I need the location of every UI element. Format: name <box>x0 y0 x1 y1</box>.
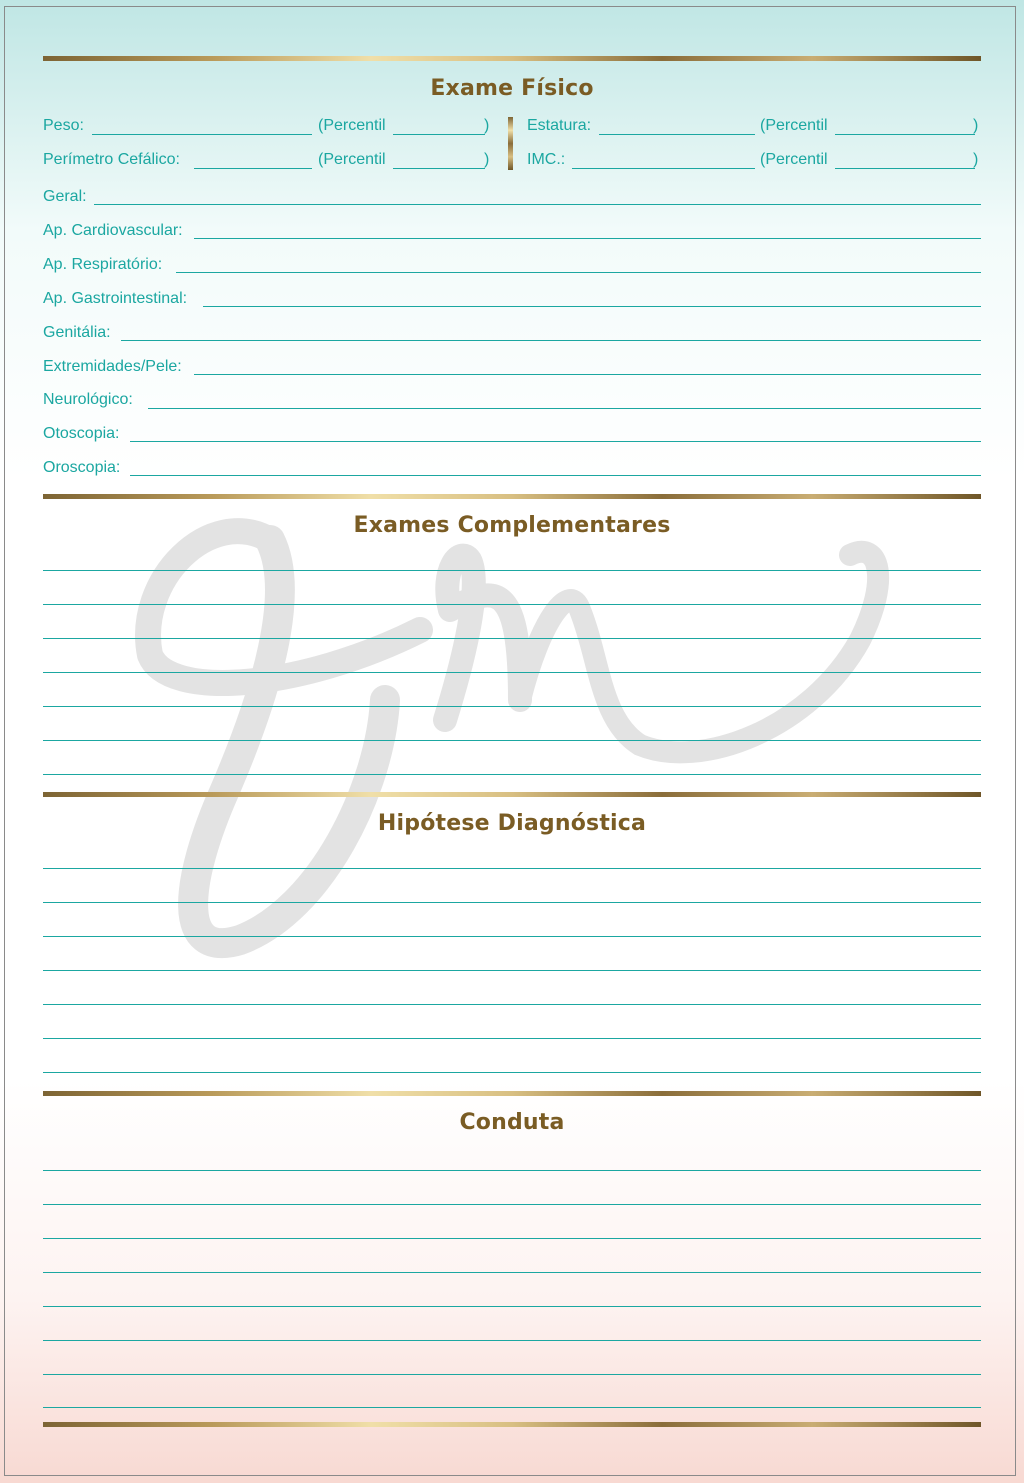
estatura-percentil-label: (Percentil <box>760 117 828 134</box>
gold-divider <box>43 494 981 499</box>
field-label-otoscopia: Otoscopia: <box>43 425 120 442</box>
section-title-conduta: Conduta <box>459 1110 565 1135</box>
gold-divider <box>43 792 981 797</box>
writing-line[interactable] <box>43 1038 981 1039</box>
field-input-line-otoscopia[interactable] <box>130 441 981 442</box>
field-input-line-extremidades-pele[interactable] <box>194 374 981 375</box>
writing-line[interactable] <box>43 970 981 971</box>
field-label-gastrointestinal: Ap. Gastrointestinal: <box>43 290 188 307</box>
gold-vertical-divider <box>508 117 513 170</box>
writing-line[interactable] <box>43 740 981 741</box>
writing-line[interactable] <box>43 638 981 639</box>
estatura-percentil-input-line[interactable] <box>835 134 975 135</box>
section-title-exame-fisico: Exame Físico <box>430 76 594 101</box>
perimetro-percentil-input-line[interactable] <box>393 168 485 169</box>
gold-divider <box>43 56 981 61</box>
field-label-cardiovascular: Ap. Cardiovascular: <box>43 222 183 239</box>
field-input-line-gastrointestinal[interactable] <box>203 306 981 307</box>
writing-line[interactable] <box>43 1407 981 1408</box>
writing-line[interactable] <box>43 1374 981 1375</box>
writing-line[interactable] <box>43 1072 981 1073</box>
field-label-oroscopia: Oroscopia: <box>43 459 121 476</box>
estatura-input-line[interactable] <box>599 134 755 135</box>
field-label-extremidades-pele: Extremidades/Pele: <box>43 358 182 375</box>
perimetro-percentil-label: (Percentil <box>318 151 386 168</box>
field-input-line-genitalia[interactable] <box>121 340 981 341</box>
imc-close-paren: ) <box>973 151 979 168</box>
perimetro-close-paren: ) <box>484 151 490 168</box>
writing-line[interactable] <box>43 1204 981 1205</box>
writing-line[interactable] <box>43 1170 981 1171</box>
peso-input-line[interactable] <box>92 134 312 135</box>
field-input-line-neurologico[interactable] <box>148 408 981 409</box>
writing-line[interactable] <box>43 1238 981 1239</box>
imc-percentil-input-line[interactable] <box>835 168 975 169</box>
writing-line[interactable] <box>43 604 981 605</box>
field-input-line-respiratorio[interactable] <box>176 272 981 273</box>
writing-line[interactable] <box>43 570 981 571</box>
peso-label: Peso: <box>43 117 84 134</box>
writing-line[interactable] <box>43 774 981 775</box>
field-input-line-oroscopia[interactable] <box>130 475 981 476</box>
gold-divider <box>43 1422 981 1427</box>
field-input-line-geral[interactable] <box>94 204 981 205</box>
writing-line[interactable] <box>43 902 981 903</box>
field-label-geral: Geral: <box>43 188 87 205</box>
imc-label: IMC.: <box>527 151 566 168</box>
writing-line[interactable] <box>43 706 981 707</box>
perimetro-cefalico-label: Perímetro Cefálico: <box>43 151 180 168</box>
field-label-genitalia: Genitália: <box>43 324 111 341</box>
peso-percentil-label: (Percentil <box>318 117 386 134</box>
field-label-neurologico: Neurológico: <box>43 391 133 408</box>
gold-divider <box>43 1091 981 1096</box>
writing-line[interactable] <box>43 868 981 869</box>
estatura-label: Estatura: <box>527 117 592 134</box>
section-title-exames-complementares: Exames Complementares <box>353 513 671 538</box>
writing-line[interactable] <box>43 1004 981 1005</box>
writing-line[interactable] <box>43 1306 981 1307</box>
writing-line[interactable] <box>43 1272 981 1273</box>
peso-percentil-input-line[interactable] <box>393 134 485 135</box>
estatura-close-paren: ) <box>973 117 979 134</box>
field-input-line-cardiovascular[interactable] <box>194 238 981 239</box>
imc-input-line[interactable] <box>572 168 755 169</box>
writing-line[interactable] <box>43 672 981 673</box>
field-label-respiratorio: Ap. Respiratório: <box>43 256 163 273</box>
peso-close-paren: ) <box>484 117 490 134</box>
section-title-hipotese-diagnostica: Hipótese Diagnóstica <box>377 811 647 836</box>
writing-line[interactable] <box>43 936 981 937</box>
perimetro-cefalico-input-line[interactable] <box>194 168 312 169</box>
writing-line[interactable] <box>43 1340 981 1341</box>
imc-percentil-label: (Percentil <box>760 151 828 168</box>
